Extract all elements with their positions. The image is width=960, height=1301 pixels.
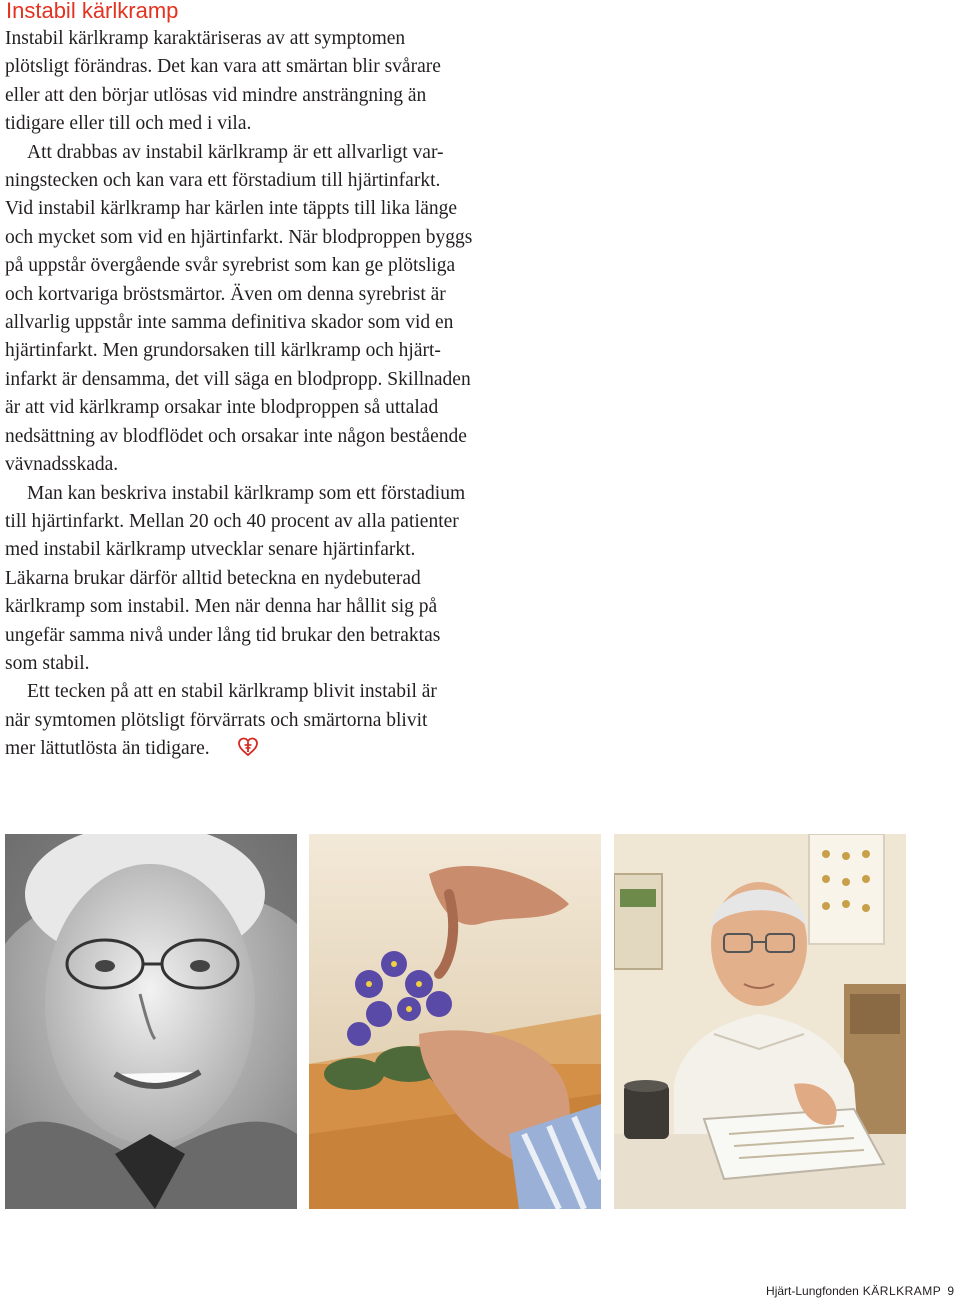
page-footer (766, 1284, 954, 1298)
heart-logo-icon (216, 737, 258, 766)
paragraph-4-text: Ett tecken på att en stabil kärlkramp blivit instabil är när symtomen plötsligt förvärrats och smärtorna blivit mer lättutlösta än tidigare. (5, 681, 437, 760)
footer-title: KÄRLKRAMP (862, 1284, 942, 1298)
photo-elderly-woman (5, 834, 297, 1209)
photo-elderly-man-reading (614, 834, 906, 1209)
paragraph-2: Att drabbas av instabil kärlkramp är ett allvarligt var- ningstecken och kan vara ett förstadium till hjärtinfarkt. Vid instabil kärlkramp har kärlen inte täppts till lika länge och mycket som vid en hjärtinfarkt. När blodproppen byggs på uppstår övergående svår syrebrist som kan ge plötsliga och kortvariga bröstsmärtor. Även om denna syrebrist är allvarlig uppstår inte samma definitiva skador som vid en hjärtinfarkt. Men grundorsaken till kärlkramp och hjärt- infarkt är densamma, det vill säga en blodpropp. Skillnaden är att vid kärlkramp orsakar inte blodproppen så uttalad nedsättning av blodflödet och orsakar inte någon bestående vävnadsskada. (5, 141, 473, 476)
footer-publisher: Hjärt-Lungfonden (766, 1284, 859, 1298)
page-heading: Instabil kärlkramp (6, 0, 179, 23)
paragraph-3: Man kan beskriva instabil kärlkramp som ett förstadium till hjärtinfarkt. Mellan 20 och 40 procent av alla patienter med instabil kärlkramp utvecklar senare hjärtinfarkt. Läkarna brukar därför alltid beteckna en nydebuterad kärlkramp som instabil. Men när denna har hållit sig på ungefär samma nivå under lång tid brukar den betraktas som stabil. (5, 482, 466, 674)
page-number: 9 (947, 1284, 954, 1298)
article-body (5, 25, 530, 767)
paragraph-4 (5, 678, 530, 766)
photo-hands-violets (309, 834, 601, 1209)
paragraph-1: Instabil kärlkramp karaktäriseras av att symptomen plötsligt förändras. Det kan vara att smärtan blir svårare eller att den börjar utlösas vid mindre ansträngning än tidigare eller till och med i vila. (5, 28, 441, 135)
